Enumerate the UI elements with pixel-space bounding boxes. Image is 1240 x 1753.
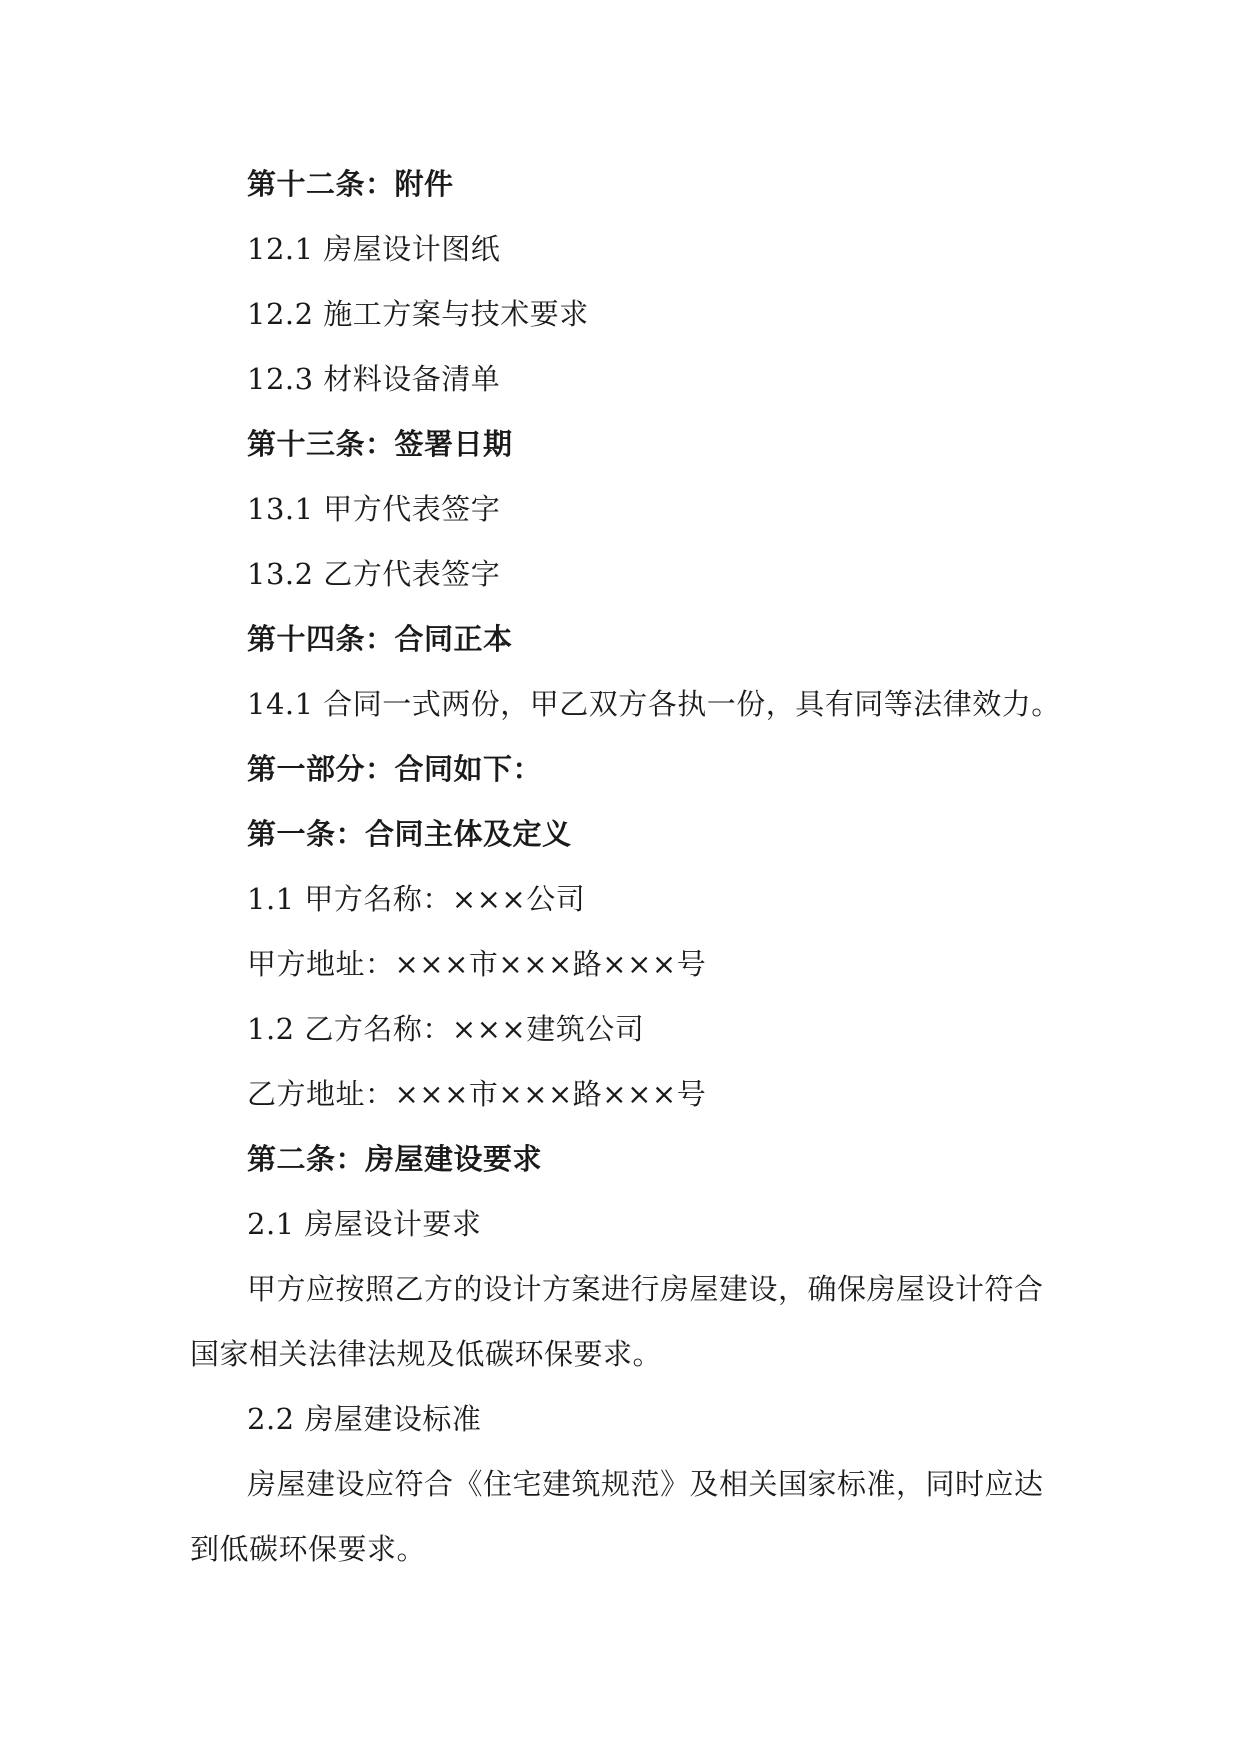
clause-2-1: 2.1 房屋设计要求 bbox=[247, 1207, 482, 1241]
clause-1-2: 1.2 乙方名称：×××建筑公司 bbox=[247, 1012, 645, 1046]
article-2-heading: 第二条：房屋建设要求 bbox=[247, 1142, 543, 1176]
article-14-heading: 第十四条：合同正本 bbox=[247, 622, 513, 656]
party-a-address: 甲方地址：×××市×××路×××号 bbox=[247, 947, 707, 981]
part-1-heading: 第一部分：合同如下： bbox=[247, 752, 543, 786]
party-b-address: 乙方地址：×××市×××路×××号 bbox=[247, 1077, 707, 1111]
paragraph-2-2-line-1: 房屋建设应符合《住宅建筑规范》及相关国家标准，同时应达 bbox=[247, 1467, 1044, 1501]
article-13-heading: 第十三条：签署日期 bbox=[247, 427, 513, 461]
clause-12-3: 12.3 材料设备清单 bbox=[247, 362, 501, 396]
clause-12-1: 12.1 房屋设计图纸 bbox=[247, 232, 501, 266]
paragraph-2-1-line-2: 国家相关法律法规及低碳环保要求。 bbox=[190, 1337, 663, 1371]
clause-12-2: 12.2 施工方案与技术要求 bbox=[247, 297, 589, 331]
article-1-heading: 第一条：合同主体及定义 bbox=[247, 817, 572, 851]
paragraph-2-1-line-1: 甲方应按照乙方的设计方案进行房屋建设，确保房屋设计符合 bbox=[247, 1272, 1044, 1306]
paragraph-2-2-line-2: 到低碳环保要求。 bbox=[190, 1532, 427, 1566]
clause-14-1: 14.1 合同一式两份，甲乙双方各执一份，具有同等法律效力。 bbox=[247, 687, 1061, 721]
article-12-heading: 第十二条：附件 bbox=[247, 167, 454, 201]
document-body bbox=[190, 152, 1060, 1582]
clause-13-1: 13.1 甲方代表签字 bbox=[247, 492, 501, 526]
clause-13-2: 13.2 乙方代表签字 bbox=[247, 557, 501, 591]
clause-1-1: 1.1 甲方名称：×××公司 bbox=[247, 882, 586, 916]
clause-2-2: 2.2 房屋建设标准 bbox=[247, 1402, 482, 1436]
